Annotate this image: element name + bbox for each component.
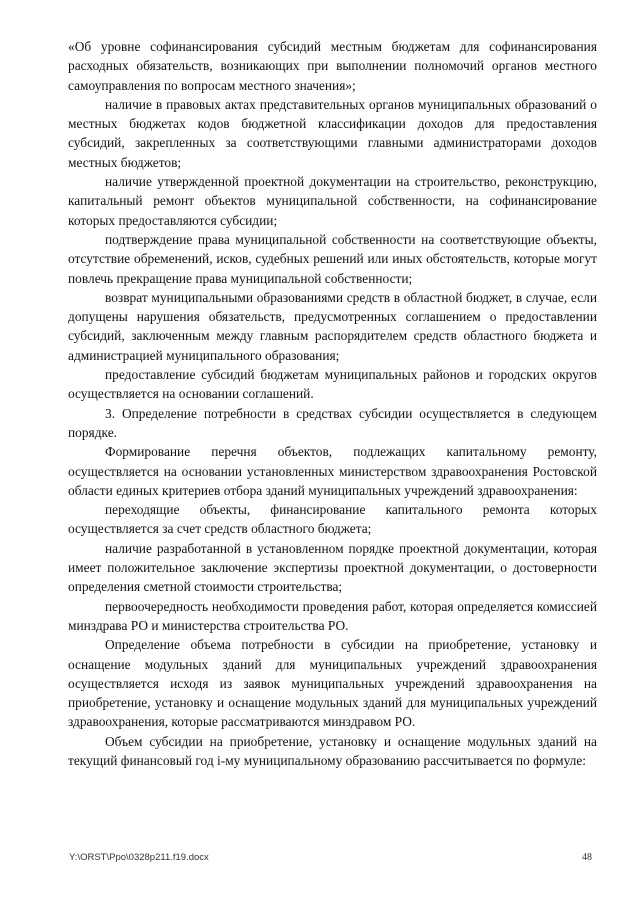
paragraph-ownership-confirmation: подтверждение права муниципальной собственности на соответствующие объекты, отсутствие обременений, исков, судебных решений или иных обстоятельств, которые могут повлечь прекращение права муниципальной собственности; bbox=[68, 231, 597, 286]
paragraph-criterion-carryover: переходящие объекты, финансирование капитального ремонта которых осуществляется за счет средств областного бюджета; bbox=[68, 502, 597, 537]
paragraph-budget-codes: наличие в правовых актах представительных органов муниципальных образований о местных бюджетах кодов бюджетной классификации доходов для предоставления субсидий, закрепленных за соответствующими главными администраторами доходов местных бюджетов; bbox=[68, 96, 597, 170]
paragraph-project-documentation: наличие утвержденной проектной документации на строительство, реконструкцию, капитальный ремонт объектов муниципальной собственности, на софинансирование которых предоставляются субсидии; bbox=[68, 174, 597, 228]
paragraph-criterion-priority: первоочередность необходимости проведения работ, которая определяется комиссией минздрава РО и министерства строительства РО. bbox=[68, 598, 597, 633]
paragraph-agreements: предоставление субсидий бюджетам муниципальных районов и городских округов осуществляется на основании соглашений. bbox=[68, 367, 597, 402]
paragraph-law-title-continuation: «Об уровне софинансирования субсидий местным бюджетам для софинансирования расходных обязательств, возникающих при выполнении полномочий органов местного самоуправления по вопросам местного значения»; bbox=[68, 39, 597, 93]
paragraph-modular-buildings-need: Определение объема потребности в субсидии на приобретение, установку и оснащение модульных зданий для муниципальных учреждений здравоохранения осуществляется исходя из заявок муниципальных учреждений здравоохранения на приобретение, установку и оснащение модульных зданий для муниципальных учреждений здравоохранения, которые рассматриваются минздравом РО. bbox=[68, 637, 597, 730]
paragraph-section-3: 3. Определение потребности в средствах субсидии осуществляется в следующем порядке. bbox=[68, 405, 597, 440]
footer-file-path: Y:\ORST\Ppo\0328p211.f19.docx bbox=[69, 852, 209, 863]
paragraph-subsidy-formula-intro: Объем субсидии на приобретение, установку и оснащение модульных зданий на текущий финансовый год i-му муниципальному образованию рассчитывается по формуле: bbox=[68, 733, 597, 768]
document-body bbox=[68, 37, 597, 770]
paragraph-criterion-documentation: наличие разработанной в установленном порядке проектной документации, которая имеет положительное заключение экспертизы проектной документации, о достоверности определения сметной стоимости строительства; bbox=[68, 540, 597, 595]
footer-page-number: 48 bbox=[582, 852, 592, 863]
paragraph-funds-return: возврат муниципальными образованиями средств в областной бюджет, в случае, если допущены нарушения обязательств, предусмотренных соглашением о предоставлении субсидий, заключенным между главным распорядителем средств областного бюджета и администрацией муниципального образования; bbox=[68, 289, 597, 363]
paragraph-object-list-criteria: Формирование перечня объектов, подлежащих капитальному ремонту, осуществляется на основании установленных министерством здравоохранения Ростовской области единых критериев отбора зданий муниципальных учреждений здравоохранения: bbox=[68, 444, 597, 498]
